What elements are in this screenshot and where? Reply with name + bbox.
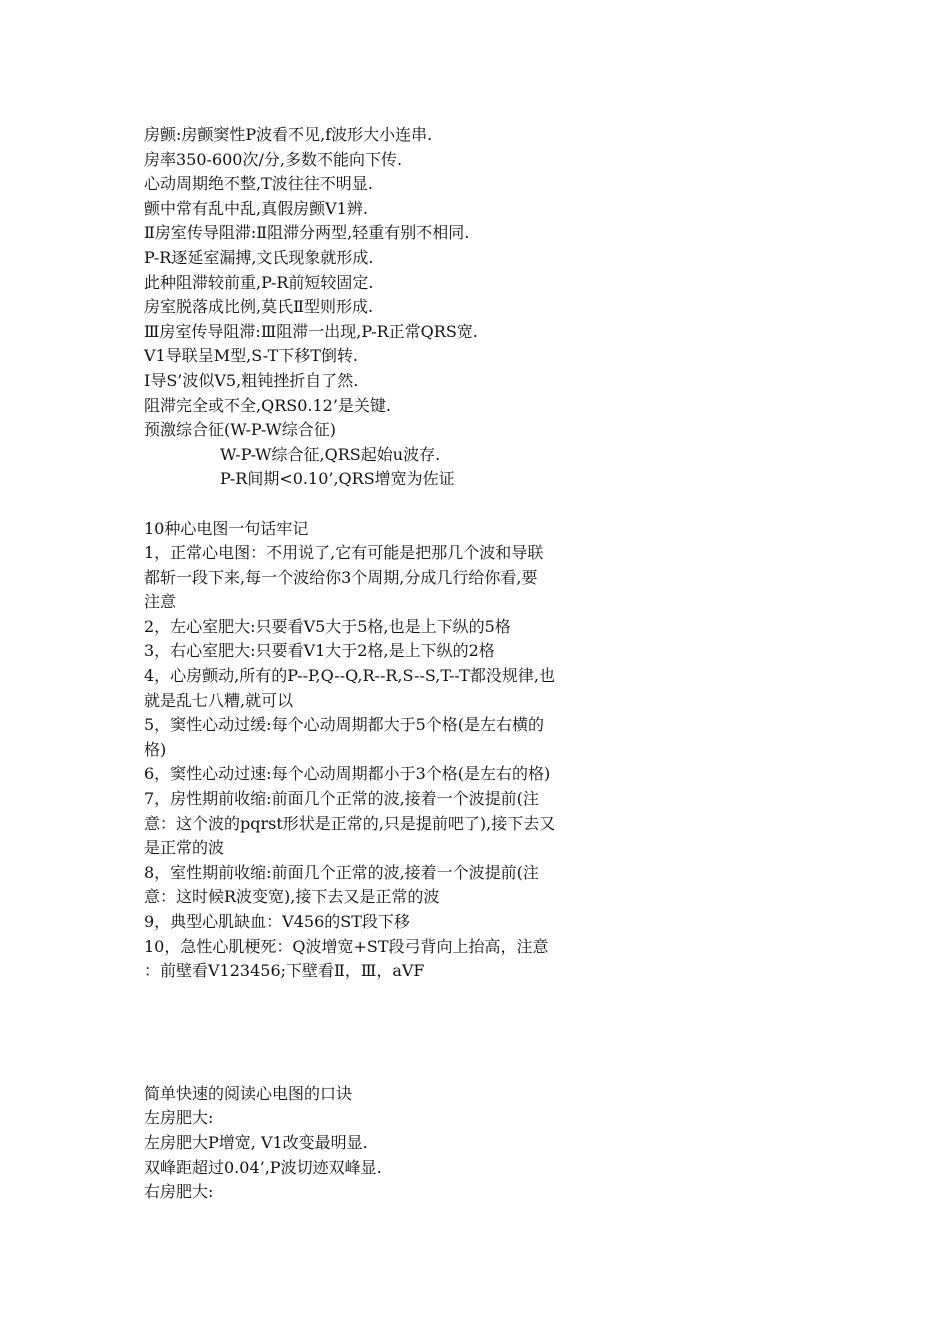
text-line: 4，心房颤动,所有的P--P,Q--Q,R--R,S--S,T--T都没规律,也: [144, 666, 555, 686]
text-line: 房室脱落成比例,莫氏Ⅱ型则形成.: [144, 297, 374, 317]
text-line: 格): [144, 739, 167, 759]
text-line: 都斩一段下来,每一个波给你3个周期,分成几行给你看,要: [144, 567, 538, 587]
text-line: P-R逐延室漏搏,文氏现象就形成.: [144, 247, 374, 267]
indented-text-line: P-R间期<0.10’,QRS增宽为佐证: [220, 469, 455, 489]
text-line: 此种阻滞较前重,P-R前短较固定.: [144, 272, 374, 292]
text-line: 意：这时候R波变宽),接下去又是正常的波: [144, 887, 440, 907]
text-line: 就是乱七八糟,就可以: [144, 690, 294, 710]
text-line: 左房肥大:: [144, 1108, 214, 1128]
section-heading: 简单快速的阅读心电图的口诀: [144, 1083, 353, 1103]
section-quick-reading-mnemonics: [144, 1082, 704, 1205]
text-line: Ⅰ导S’波似V5,粗钝挫折自了然.: [144, 370, 359, 390]
blank-space: [144, 984, 704, 1082]
text-line: 2，左心室肥大:只要看V5大于5格,也是上下纵的5格: [144, 616, 511, 636]
section-ten-ecg-patterns: [144, 517, 704, 984]
text-line: ：前壁看V123456;下壁看Ⅱ，Ⅲ，aVF: [144, 961, 425, 981]
text-line: 7，房性期前收缩:前面几个正常的波,接着一个波提前(注: [144, 789, 539, 809]
text-line: 9，典型心肌缺血：V456的ST段下移: [144, 912, 410, 931]
text-line: 颤中常有乱中乱,真假房颤V1辨.: [144, 198, 368, 218]
text-line: 房颤:房颤窦性P波看不见,f波形大小连串.: [144, 125, 433, 144]
section-ecg-arrhythmia-mnemonics: [144, 123, 704, 492]
text-line: 意：这个波的pqrst形状是正常的,只是提前吧了),接下去又: [144, 813, 556, 833]
text-line: 预激综合征(W-P-W综合征): [144, 420, 337, 440]
text-line: Ⅲ房室传导阻滞:Ⅲ阻滞一出现,P-R正常QRS宽.: [144, 321, 478, 341]
text-line: V1导联呈M型,S-T下移T倒转.: [144, 346, 359, 366]
blank-line: [144, 492, 704, 517]
text-line: 右房肥大:: [144, 1182, 214, 1202]
text-line: 阻滞完全或不全,QRS0.12’是关键.: [144, 395, 392, 415]
text-line: Ⅱ房室传导阻滞:Ⅱ阻滞分两型,轻重有别不相同.: [144, 223, 470, 243]
section-heading: 10种心电图一句话牢记: [144, 518, 309, 538]
text-line: 左房肥大P增宽, V1改变最明显.: [144, 1132, 368, 1152]
text-line: 3，右心室肥大:只要看V1大于2格,是上下纵的2格: [144, 641, 495, 661]
text-line: 心动周期绝不整,T波往往不明显.: [144, 174, 373, 194]
text-line: 1，正常心电图：不用说了,它有可能是把那几个波和导联: [144, 543, 544, 563]
indented-text-line: W-P-W综合征,QRS起始u波存.: [220, 444, 441, 464]
text-line: 6，窦性心动过速:每个心动周期都小于3个格(是左右的格): [144, 764, 551, 784]
text-line: 8，室性期前收缩:前面几个正常的波,接着一个波提前(注: [144, 862, 539, 882]
text-line: 注意: [144, 592, 177, 612]
text-line: 房率350-600次/分,多数不能向下传.: [144, 149, 403, 169]
document-page: [144, 123, 704, 1205]
text-line: 10，急性心肌梗死：Q波增宽+ST段弓背向上抬高，注意: [144, 936, 549, 956]
text-line: 双峰距超过0.04’,P波切迹双峰显.: [144, 1157, 382, 1177]
text-line: 是正常的波: [144, 838, 225, 858]
text-line: 5，窦性心动过缓:每个心动周期都大于5个格(是左右横的: [144, 715, 544, 735]
